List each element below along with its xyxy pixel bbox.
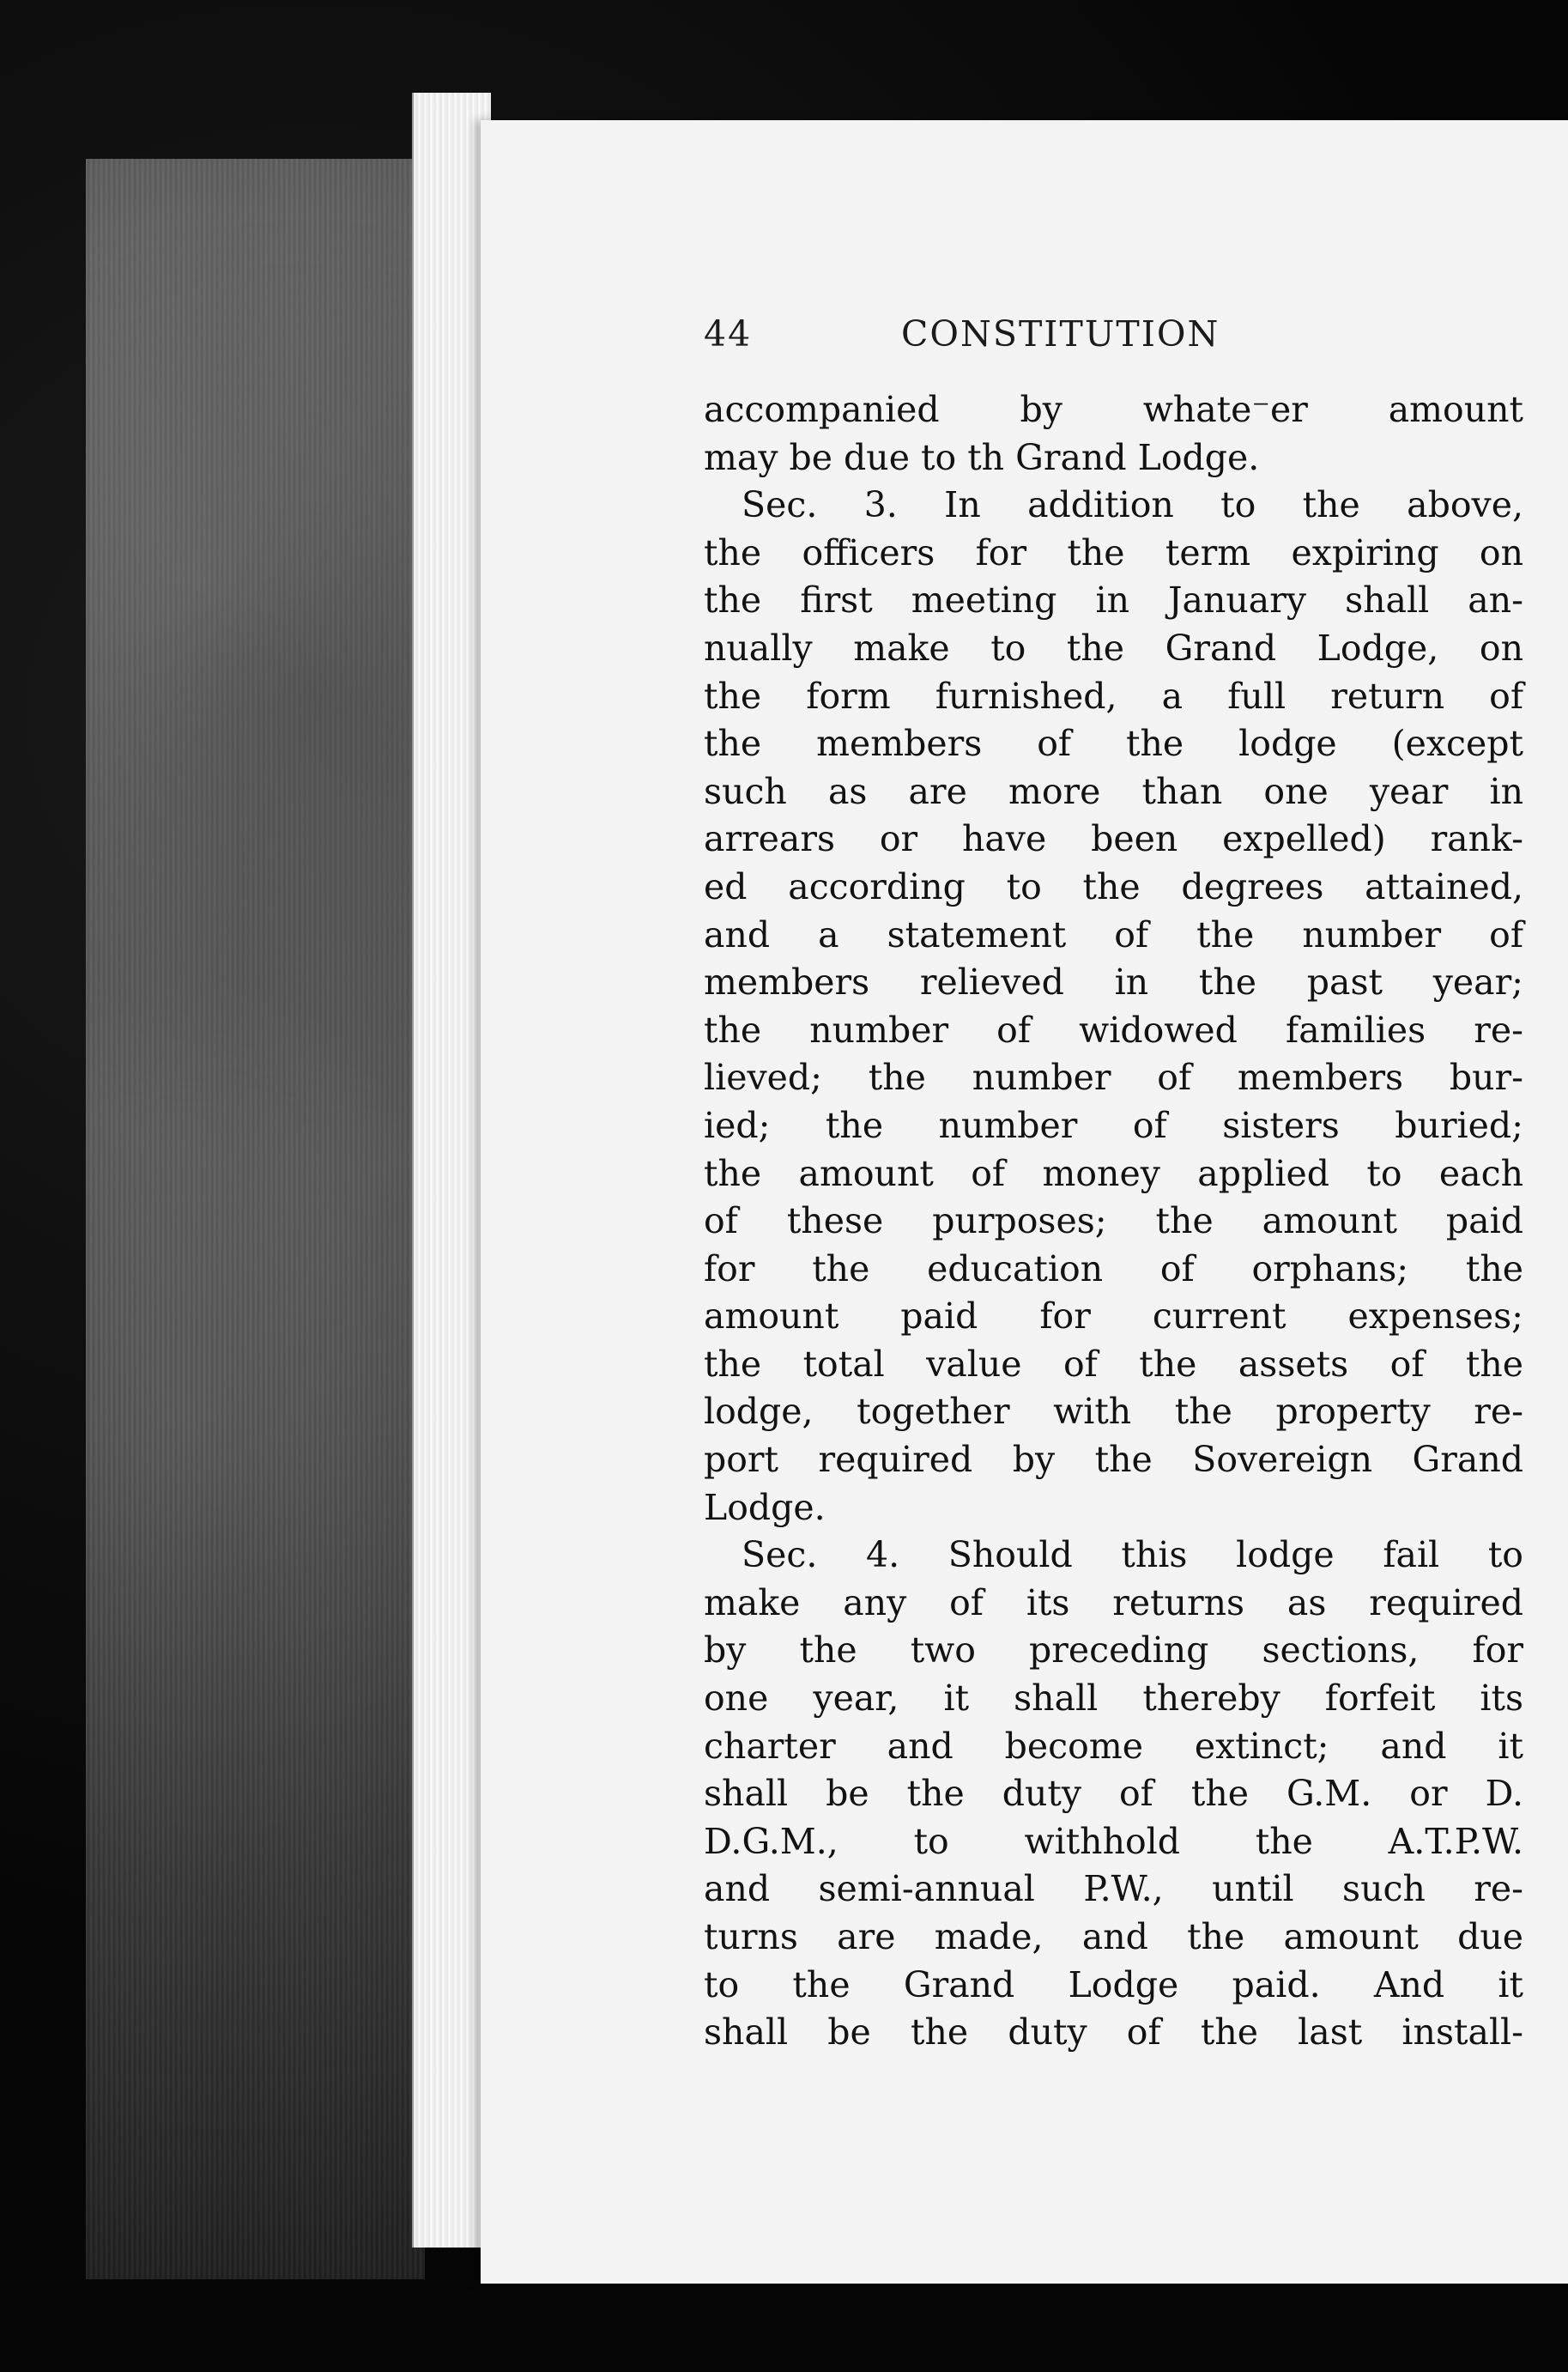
- text-line: members relieved in the past year;: [704, 962, 1523, 1004]
- text-line: D.G.M., to withhold the A.T.P.W.: [704, 1820, 1523, 1862]
- text-line: amount paid for current expenses;: [704, 1295, 1523, 1338]
- text-line: the total value of the assets of the: [704, 1343, 1523, 1385]
- page-edges: [412, 93, 491, 2248]
- text-line: turns are made, and the amount due: [704, 1916, 1523, 1957]
- page-content: [704, 120, 1568, 2284]
- text-line: arrears or have been expelled) rank-: [704, 818, 1523, 860]
- book-page: [481, 120, 1568, 2284]
- text-line: accompanied by whate⁻er amount: [704, 389, 1523, 430]
- text-line: such as are more than one year in: [704, 770, 1523, 812]
- text-line: for the education of orphans; the: [704, 1247, 1523, 1289]
- body-text: [704, 386, 1523, 2057]
- text-line: the number of widowed families re-: [704, 1009, 1523, 1051]
- text-line: ed according to the degrees attained,: [704, 865, 1523, 907]
- text-line: the first meeting in January shall an-: [704, 579, 1523, 622]
- text-line: shall be the duty of the last install-: [704, 2011, 1523, 2054]
- text-line: by the two preceding sections, for: [704, 1629, 1523, 1671]
- text-line: lodge, together with the property re-: [704, 1391, 1523, 1433]
- text-line: nually make to the Grand Lodge, on: [704, 627, 1523, 669]
- page-number: 44: [704, 313, 753, 355]
- text-line: and a statement of the number of: [704, 913, 1523, 955]
- book-cover: [86, 159, 425, 2279]
- text-line: Sec. 3. In addition to the above,: [742, 484, 1523, 526]
- text-line: port required by the Sovereign Grand: [704, 1439, 1523, 1481]
- text-line: of these purposes; the amount paid: [704, 1200, 1523, 1242]
- text-line: Lodge.: [704, 1486, 826, 1528]
- text-line: and semi-annual P.W., until such re-: [704, 1868, 1523, 1910]
- text-line: make any of its returns as required: [704, 1581, 1523, 1623]
- text-line: Sec. 4. Should this lodge fail to: [742, 1534, 1523, 1576]
- running-head: [704, 313, 1442, 365]
- text-line: lieved; the number of members bur-: [704, 1057, 1523, 1099]
- text-line: ied; the number of sisters buried;: [704, 1104, 1523, 1146]
- running-title: CONSTITUTION: [901, 313, 1220, 355]
- text-line: may be due to th Grand Lodge.: [704, 436, 1260, 478]
- text-line: the amount of money applied to each: [704, 1152, 1523, 1194]
- text-line: the officers for the term expiring on: [704, 531, 1523, 573]
- text-line: one year, it shall thereby forfeit its: [704, 1677, 1523, 1720]
- text-line: the form furnished, a full return of: [704, 675, 1523, 717]
- text-line: shall be the duty of the G.M. or D.: [704, 1773, 1523, 1815]
- text-line: to the Grand Lodge paid. And it: [704, 1963, 1523, 2005]
- text-line: the members of the lodge (except: [704, 723, 1523, 765]
- text-line: charter and become extinct; and it: [704, 1725, 1523, 1767]
